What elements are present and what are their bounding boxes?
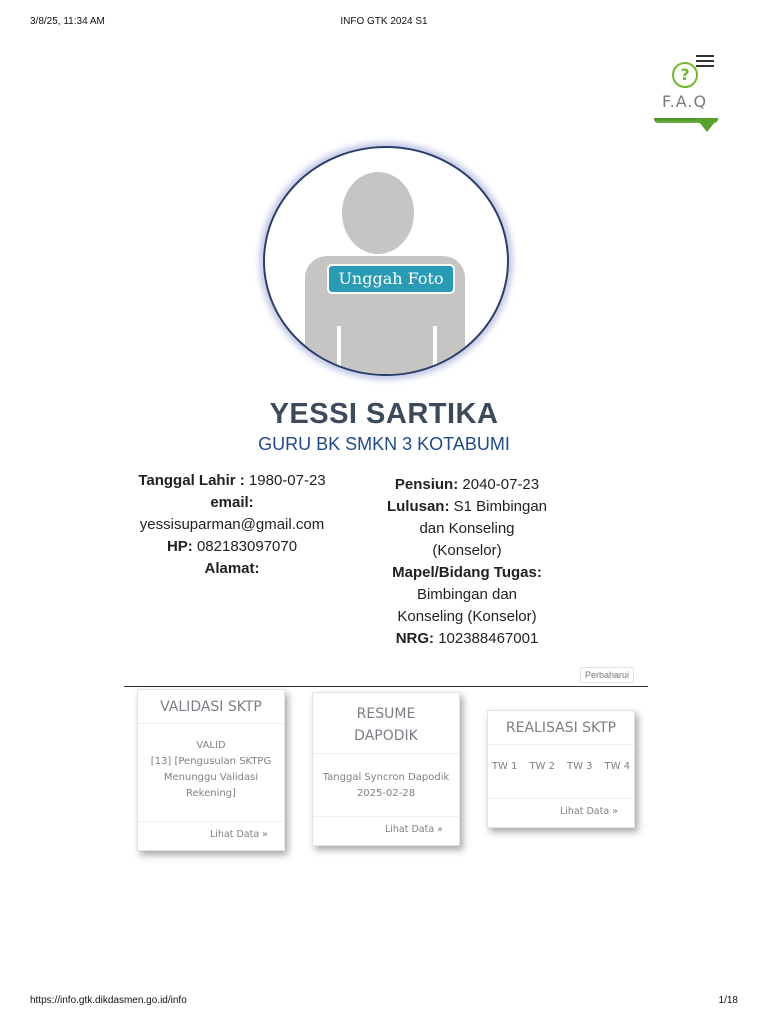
hp-value: 082183097070 [196, 538, 298, 555]
subject-label: Mapel/Bidang Tugas: [392, 564, 542, 581]
birth-label: Tanggal Lahir : [138, 472, 245, 489]
print-url: https://info.gtk.dikdasmen.go.id/info [30, 995, 187, 1006]
tw-item: TW 1 [491, 761, 518, 772]
nrg-label: NRG: [395, 630, 435, 647]
print-datetime: 3/8/25, 11:34 AM [30, 16, 105, 27]
ribbon-arrow-icon [696, 118, 718, 132]
card-title: VALIDASI SKTP [160, 699, 262, 715]
validasi-status: VALID [196, 740, 226, 751]
graduate-value: S1 Bimbingan dan Konseling (Konselor) [419, 498, 548, 559]
faq-label[interactable]: F.A.Q [662, 92, 708, 111]
validasi-detail: [13] [Pengusulan SKTPG Menunggu Validasi Rekening] [150, 756, 272, 799]
graduate-label: Lulusan: [386, 498, 450, 515]
print-title: INFO GTK 2024 S1 [340, 16, 428, 27]
card-realisasi-sktp [487, 710, 635, 828]
page-number: 1/18 [718, 995, 738, 1006]
profile-avatar [263, 146, 509, 376]
card-body [488, 744, 634, 775]
refresh-button[interactable]: Perbaharui [580, 667, 634, 683]
avatar-head [342, 172, 414, 254]
card-body [138, 723, 284, 802]
card-validasi-sktp [137, 689, 285, 851]
card-title: RESUME DAPODIK [354, 706, 418, 744]
pension-label: Pensiun: [394, 476, 459, 493]
pension-value: 2040-07-23 [462, 476, 540, 493]
subject-value: Bimbingan dan Konseling (Konselor) [397, 586, 537, 625]
tw-item: TW 3 [567, 761, 593, 772]
address-label: Alamat: [204, 560, 260, 577]
profile-info-right [384, 474, 550, 650]
section-divider [124, 686, 648, 687]
card-body [313, 753, 459, 802]
question-circle-icon[interactable]: ? [672, 62, 698, 88]
tw-item: TW 2 [529, 761, 555, 772]
nrg-value: 102388467001 [438, 630, 539, 647]
profile-info-left [130, 470, 334, 580]
tw-item: TW 4 [604, 761, 631, 772]
email-label: email: [210, 494, 254, 511]
sync-label: Tanggal Syncron Dapodik [322, 772, 450, 783]
card-resume-dapodik [312, 692, 460, 846]
upload-photo-button[interactable]: Unggah Foto [327, 264, 455, 294]
lihat-data-link[interactable]: Lihat Data » [488, 798, 634, 827]
birth-value: 1980-07-23 [248, 472, 326, 489]
profile-position: GURU BK SMKN 3 KOTABUMI [258, 434, 510, 454]
lihat-data-link[interactable]: Lihat Data » [313, 816, 459, 845]
card-title: REALISASI SKTP [505, 720, 617, 736]
lihat-data-link[interactable]: Lihat Data » [138, 821, 284, 850]
email-value: yessisuparman@gmail.com [139, 516, 325, 533]
sync-date: 2025-02-28 [356, 788, 416, 799]
profile-name: YESSI SARTIKA [269, 398, 499, 430]
faq-widget[interactable] [652, 52, 722, 137]
hp-label: HP: [166, 538, 193, 555]
hamburger-menu-icon[interactable] [696, 52, 714, 70]
